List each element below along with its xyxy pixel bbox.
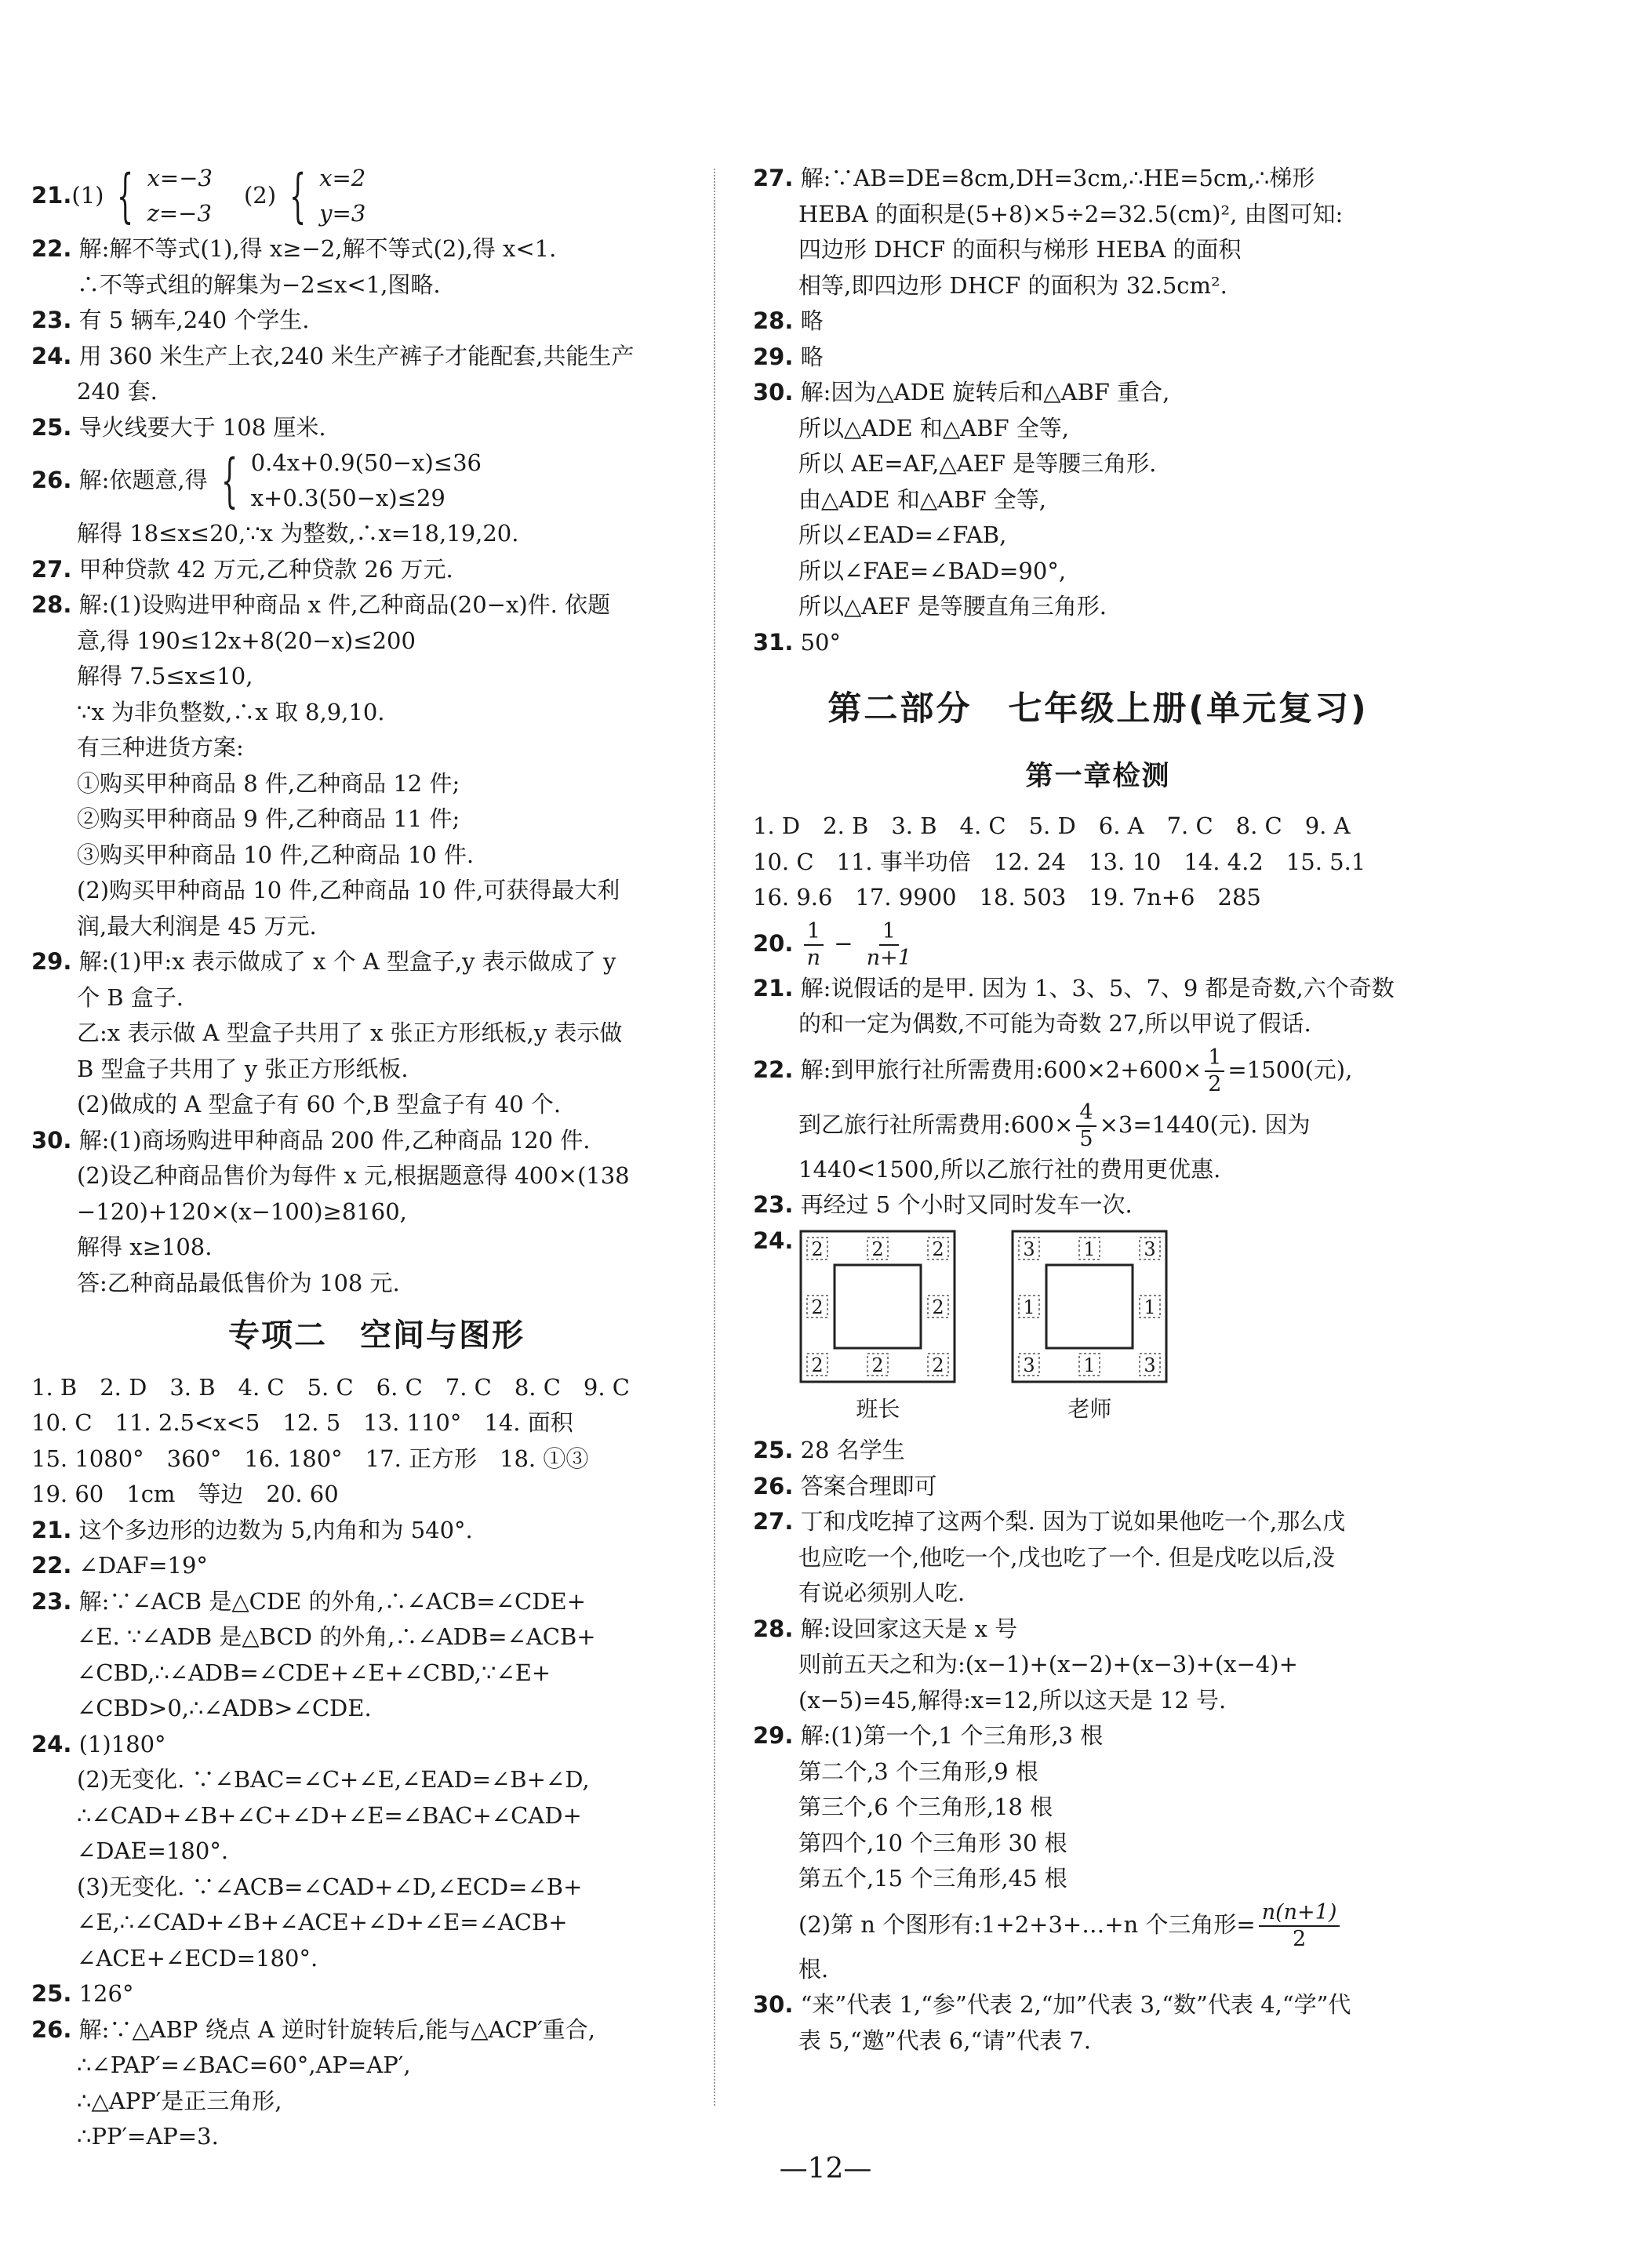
answer-ch1-25 — [753, 1433, 1443, 1469]
question-number: 31. — [753, 628, 794, 656]
answer-s2-21 — [31, 1513, 722, 1549]
equation: z=−3 — [147, 200, 212, 227]
answer-text: 意,得 190≤12x+8(20−x)≤200 — [77, 627, 416, 654]
inequality: 0.4x+0.9(50−x)≤36 — [250, 449, 482, 476]
answer-27 — [31, 552, 722, 588]
answer-text: 则前五天之和为:(x−1)+(x−2)+(x−3)+(x−4)+ — [798, 1651, 1298, 1677]
denominator: 2 — [1208, 1071, 1222, 1096]
cell-count: 2 — [811, 1296, 824, 1318]
answer-29 — [31, 944, 722, 1123]
answer-text: 解:设回家这天是 x 号 — [800, 1615, 1018, 1642]
question-number: 30. — [31, 1126, 72, 1154]
brace-symbol: { — [220, 447, 238, 514]
cell-count: 2 — [932, 1296, 945, 1318]
denominator: 2 — [1292, 1926, 1307, 1951]
answer-23 — [31, 303, 722, 339]
answer-text: 解:(1)商场购进甲种商品 200 件,乙种商品 120 件. — [78, 1126, 591, 1154]
answer-text: ∠CBD>0,∴∠ADB>∠CDE. — [77, 1695, 372, 1721]
fraction — [804, 919, 824, 971]
answer-text: 解得 7.5≤x≤10, — [77, 663, 253, 689]
answer-text: (1)180° — [78, 1730, 166, 1757]
fill-answers-row: 10. C 11. 2.5<x<5 12. 5 13. 110° 14. 面积 — [31, 1409, 573, 1436]
answer-s2-23 — [31, 1584, 722, 1727]
answer-text: 所以 AE=AF,△AEF 是等腰三角形. — [798, 450, 1157, 477]
question-number: 28. — [753, 307, 794, 334]
answer-text: (x−5)=45,解得:x=12,所以这天是 12 号. — [798, 1686, 1227, 1714]
question-number: 27. — [753, 1508, 794, 1535]
answer-text: ∠ACE+∠ECD=180°. — [77, 1944, 318, 1972]
answer-text: ∴△APP′是正三角形, — [77, 2087, 282, 2114]
answer-text: 解:解不等式(1),得 x≥−2,解不等式(2),得 x<1. — [78, 235, 557, 262]
numerator: 1 — [879, 919, 899, 946]
equation-system — [147, 161, 213, 231]
question-number: 28. — [31, 591, 72, 618]
question-number: 23. — [31, 1587, 72, 1615]
answer-s2-26 — [31, 2012, 722, 2155]
answer-text: ∠CBD,∴∠ADB=∠CDE+∠E+∠CBD,∵∠E+ — [77, 1659, 551, 1686]
question-number: 24. — [31, 342, 72, 369]
answer-text: 第四个,10 个三角形 30 根 — [798, 1829, 1067, 1856]
part-title: 第二部分 七年级上册(单元复习) — [827, 689, 1369, 729]
answer-text: ∴∠CAD+∠B+∠C+∠D+∠E=∠BAC+∠CAD+ — [77, 1801, 582, 1829]
page-number: —12— — [779, 2153, 872, 2185]
answer-text: (2)购买甲种商品 10 件,乙种商品 10 件,可获得最大利 — [77, 877, 620, 903]
cell-count: 3 — [1023, 1238, 1036, 1260]
denominator: n+1 — [866, 945, 911, 970]
question-number: 22. — [753, 1056, 794, 1083]
question-number: 22. — [31, 235, 72, 262]
question-number: 21. — [753, 974, 794, 1001]
answer-text: (2)第 n 个图形有:1+2+3+…+n 个三角形= — [798, 1910, 1256, 1938]
answer-text: ∠DAF=19° — [78, 1552, 208, 1579]
question-number: 21. — [31, 182, 72, 209]
figure-caption: 班长 — [856, 1395, 900, 1422]
seating-figure-monitor — [799, 1230, 956, 1427]
equation: x=2 — [319, 165, 366, 191]
answer-text: 解:依题意,得 — [78, 467, 208, 494]
answer-text: 的和一定为偶数,不可能为奇数 27,所以甲说了假话. — [798, 1010, 1311, 1037]
answer-text: ∠E,∴∠CAD+∠B+∠ACE+∠D+∠E=∠ACB+ — [77, 1909, 568, 1935]
answer-text: 个 B 盒子. — [77, 983, 184, 1011]
answer-text: 解:说假话的是甲. 因为 1、3、5、7、9 都是奇数,六个奇数 — [800, 974, 1395, 1001]
question-number: 23. — [753, 1191, 794, 1218]
answer-text: “来”代表 1,“参”代表 2,“加”代表 3,“数”代表 4,“学”代 — [800, 1991, 1351, 2018]
answer-text: 丁和戊吃掉了这两个梨. 因为丁说如果他吃一个,那么戊 — [800, 1508, 1346, 1535]
answer-text: 所以△AEF 是等腰直角三角形. — [798, 593, 1107, 620]
answer-text: 解:∵△ABP 绕点 A 逆时针旋转后,能与△ACP′重合, — [78, 2015, 595, 2043]
fill-answers-row: 19. 60 1cm 等边 20. 60 — [31, 1481, 339, 1507]
answer-text: 也应吃一个,他吃一个,戊也吃了一个. 但是戊吃以后,没 — [798, 1543, 1336, 1571]
seating-figure-teacher — [1011, 1230, 1168, 1427]
answer-26 — [31, 445, 722, 552]
answer-text: 有 5 辆车,240 个学生. — [78, 307, 310, 333]
answer-r31 — [753, 625, 1443, 661]
answer-text: 解:因为△ADE 旋转后和△ABF 重合, — [800, 379, 1170, 405]
answer-text: 解:(1)设购进甲种商品 x 件,乙种商品(20−x)件. 依题 — [78, 591, 611, 618]
answer-text: B 型盒子共用了 y 张正方形纸板. — [77, 1055, 409, 1082]
answer-s2-25 — [31, 1976, 722, 2012]
answer-text: 乙:x 表示做 A 型盒子共用了 x 张正方形纸板,y 表示做 — [77, 1020, 623, 1046]
answer-text: 相等,即四边形 DHCF 的面积为 32.5cm². — [798, 271, 1227, 299]
answer-text: (2)设乙种商品售价为每件 x 元,根据题意得 400×(138 — [77, 1162, 630, 1189]
answer-ch1-23 — [753, 1187, 1443, 1223]
square-arrangement-diagram — [799, 1230, 956, 1383]
question-number: 22. — [31, 1552, 72, 1579]
fill-answers-row: 10. C 11. 事半功倍 12. 24 13. 10 14. 4.2 15. 5.1 — [753, 848, 1366, 875]
question-number: 26. — [753, 1472, 794, 1499]
question-number: 30. — [753, 1991, 794, 2018]
answer-text: 再经过 5 个小时又同时发车一次. — [800, 1191, 1133, 1218]
question-number: 24. — [753, 1227, 794, 1254]
operator: − — [834, 929, 853, 957]
answer-25 — [31, 410, 722, 446]
answer-text: 表 5,“邀”代表 6,“请”代表 7. — [798, 2026, 1091, 2054]
answer-text: 略 — [800, 343, 824, 370]
brace-symbol: { — [289, 162, 307, 230]
question-number: 29. — [753, 343, 794, 370]
answer-text: 解:(1)第一个,1 个三角形,3 根 — [800, 1722, 1104, 1749]
answer-ch1-28 — [753, 1612, 1443, 1719]
answer-text: 第二个,3 个三角形,9 根 — [798, 1757, 1038, 1785]
answer-text: 解:∵∠ACB 是△CDE 的外角,∴∠ACB=∠CDE+ — [78, 1587, 586, 1615]
answer-ch1-24 — [753, 1223, 1443, 1434]
answer-text: 根. — [798, 1955, 829, 1983]
cell-count: 2 — [811, 1354, 824, 1376]
part-label: (2) — [243, 182, 277, 209]
answer-text: 所以△ADE 和△ABF 全等, — [798, 414, 1069, 442]
answer-text: 第三个,6 个三角形,18 根 — [798, 1794, 1053, 1820]
answer-text: 解得 x≥108. — [77, 1234, 213, 1260]
answer-ch1-20 — [753, 916, 1443, 971]
question-number: 27. — [753, 165, 794, 191]
cell-count: 1 — [1083, 1238, 1096, 1260]
cell-count: 2 — [811, 1238, 824, 1260]
answer-22 — [31, 231, 722, 303]
question-number: 26. — [31, 467, 72, 494]
right-column — [753, 161, 1443, 2059]
answer-text: 解:到甲旅行社所需费用:600×2+600× — [800, 1056, 1202, 1083]
answer-text: ③购买甲种商品 10 件,乙种商品 10 件. — [77, 841, 475, 868]
answer-text: 有三种进货方案: — [77, 734, 244, 761]
answer-text: 第五个,15 个三角形,45 根 — [798, 1865, 1067, 1892]
answer-text: 用 360 米生产上衣,240 米生产裤子才能配套,共能生产 — [78, 342, 635, 369]
answer-s2-24 — [31, 1727, 722, 1977]
answer-text: HEBA 的面积是(5+8)×5÷2=32.5(cm)², 由图可知: — [798, 200, 1344, 227]
answer-text: ②购买甲种商品 9 件,乙种商品 11 件; — [77, 805, 460, 832]
answer-r28 — [753, 303, 1443, 340]
question-number: 29. — [31, 948, 72, 975]
answer-text: 略 — [800, 307, 824, 334]
question-number: 24. — [31, 1730, 72, 1757]
cell-count: 2 — [932, 1354, 945, 1376]
answer-text: ∴PP′=AP=3. — [77, 2123, 219, 2150]
answer-text: =1500(元), — [1227, 1056, 1353, 1083]
answer-r27 — [753, 161, 1443, 303]
equation: y=3 — [319, 200, 366, 227]
cell-count: 2 — [871, 1354, 885, 1376]
numerator: n(n+1) — [1259, 1900, 1340, 1927]
choice-answers-row: 1. B 2. D 3. B 4. C 5. C 6. C 7. C 8. C 9. C — [31, 1373, 630, 1401]
fraction — [864, 919, 915, 971]
answer-text: 到乙旅行社所需费用:600× — [798, 1110, 1074, 1138]
answer-text: 所以∠EAD=∠FAB, — [798, 522, 1007, 548]
denominator: 5 — [1079, 1126, 1093, 1151]
answer-s2-22 — [31, 1548, 722, 1584]
section-title: 专项二 空间与图形 — [228, 1318, 525, 1354]
question-number: 27. — [31, 555, 72, 583]
answer-text: 这个多边形的边数为 5,内角和为 540°. — [78, 1516, 473, 1543]
answer-ch1-26 — [753, 1469, 1443, 1505]
question-number: 28. — [753, 1615, 794, 1642]
answer-text: 240 套. — [77, 378, 158, 405]
answer-text: 28 名学生 — [800, 1437, 905, 1463]
answer-text: 甲种贷款 42 万元,乙种贷款 26 万元. — [78, 555, 453, 583]
answer-text: 解:(1)甲:x 表示做成了 x 个 A 型盒子,y 表示做成了 y — [78, 948, 616, 975]
question-number: 25. — [31, 413, 72, 441]
equation: x=−3 — [147, 165, 213, 191]
answer-text: (3)无变化. ∵∠ACB=∠CAD+∠D,∠ECD=∠B+ — [77, 1873, 583, 1900]
answer-text: 答:乙种商品最低售价为 108 元. — [77, 1269, 400, 1296]
numerator: 1 — [804, 919, 824, 946]
question-number: 30. — [753, 379, 794, 405]
numerator: 4 — [1076, 1100, 1096, 1127]
answer-text: 50° — [800, 628, 841, 656]
answer-r29 — [753, 340, 1443, 376]
numerator: 1 — [1205, 1045, 1224, 1072]
square-arrangement-diagram — [1011, 1230, 1168, 1383]
cell-count: 3 — [1023, 1354, 1036, 1376]
answer-text: ∠DAE=180°. — [77, 1837, 229, 1864]
chapter-title: 第一章检测 — [1025, 760, 1171, 792]
answer-text: 126° — [78, 1980, 134, 2007]
cell-count: 3 — [1144, 1238, 1157, 1260]
question-number: 26. — [31, 2015, 72, 2043]
answer-text: 四边形 DHCF 的面积与梯形 HEBA 的面积 — [798, 236, 1242, 263]
answer-text: (2)做成的 A 型盒子有 60 个,B 型盒子有 40 个. — [77, 1091, 562, 1118]
fraction — [1205, 1045, 1224, 1097]
answer-text: 由△ADE 和△ABF 全等, — [798, 485, 1046, 513]
cell-count: 2 — [871, 1238, 885, 1260]
answer-text: 润,最大利润是 45 万元. — [77, 912, 317, 940]
answer-text: (2)无变化. ∵∠BAC=∠C+∠E,∠EAD=∠B+∠D, — [77, 1766, 590, 1793]
answer-ch1-21 — [753, 971, 1443, 1042]
left-column — [31, 161, 722, 2155]
fraction — [1259, 1900, 1340, 1952]
answer-ch1-27 — [753, 1504, 1443, 1612]
answer-ch1-30 — [753, 1987, 1443, 2059]
answer-text: ×3=1440(元). 因为 — [1099, 1110, 1311, 1138]
cell-count: 1 — [1083, 1354, 1096, 1376]
answer-ch1-22 — [753, 1042, 1443, 1188]
inequality-system — [251, 445, 482, 516]
answer-text: 导火线要大于 108 厘米. — [78, 413, 326, 441]
answer-ch1-29 — [753, 1718, 1443, 1987]
question-number: 21. — [31, 1516, 72, 1543]
choice-answers-row: 1. D 2. B 3. B 4. C 5. D 6. A 7. C 8. C 9. A — [753, 812, 1351, 839]
cell-count: 3 — [1144, 1354, 1157, 1376]
inequality: x+0.3(50−x)≤29 — [250, 485, 445, 511]
answer-text: −120)+120×(x−100)≥8160, — [77, 1198, 407, 1225]
fill-answers-row: 16. 9.6 17. 9900 18. 503 19. 7n+6 285 — [753, 884, 1261, 910]
answer-text: 解得 18≤x≤20,∵x 为整数,∴x=18,19,20. — [77, 520, 519, 547]
answer-21 — [31, 161, 722, 231]
equation-system — [319, 161, 365, 231]
brace-symbol: { — [117, 162, 134, 230]
answer-24 — [31, 339, 722, 410]
cell-count: 2 — [932, 1238, 945, 1260]
fill-answers-row: 15. 1080° 360° 16. 180° 17. 正方形 18. ①③ — [31, 1445, 589, 1472]
answer-text: ∵x 为非负整数,∴x 取 8,9,10. — [77, 698, 385, 725]
answer-text: 有说必须别人吃. — [798, 1579, 966, 1606]
answer-text: ∠E. ∵∠ADB 是△BCD 的外角,∴∠ADB=∠ACB+ — [77, 1623, 596, 1650]
answer-28 — [31, 587, 722, 944]
answer-text: ∴不等式组的解集为−2≤x<1,图略. — [77, 271, 441, 298]
question-number: 29. — [753, 1722, 794, 1749]
answer-text: 解:∵AB=DE=8cm,DH=3cm,∴HE=5cm,∴梯形 — [800, 165, 1315, 191]
answer-text: 所以∠FAE=∠BAD=90°, — [798, 557, 1067, 584]
question-number: 25. — [31, 1980, 72, 2007]
answer-text: ∴∠PAP′=∠BAC=60°,AP=AP′, — [77, 2052, 411, 2078]
cell-count: 1 — [1023, 1296, 1036, 1318]
denominator: n — [806, 945, 820, 970]
answer-r30 — [753, 375, 1443, 625]
part-label: (1) — [71, 182, 104, 209]
answer-30 — [31, 1123, 722, 1302]
section2-answers — [31, 1370, 722, 2155]
question-number: 25. — [753, 1437, 794, 1463]
answer-text: ①购买甲种商品 8 件,乙种商品 12 件; — [77, 769, 460, 797]
question-number: 20. — [753, 929, 794, 957]
cell-count: 1 — [1144, 1296, 1157, 1318]
fraction — [1076, 1100, 1096, 1152]
answer-text: 1440<1500,所以乙旅行社的费用更优惠. — [798, 1155, 1221, 1183]
answer-text: 答案合理即可 — [800, 1472, 937, 1499]
question-number: 23. — [31, 307, 72, 333]
figure-caption: 老师 — [1067, 1395, 1112, 1422]
